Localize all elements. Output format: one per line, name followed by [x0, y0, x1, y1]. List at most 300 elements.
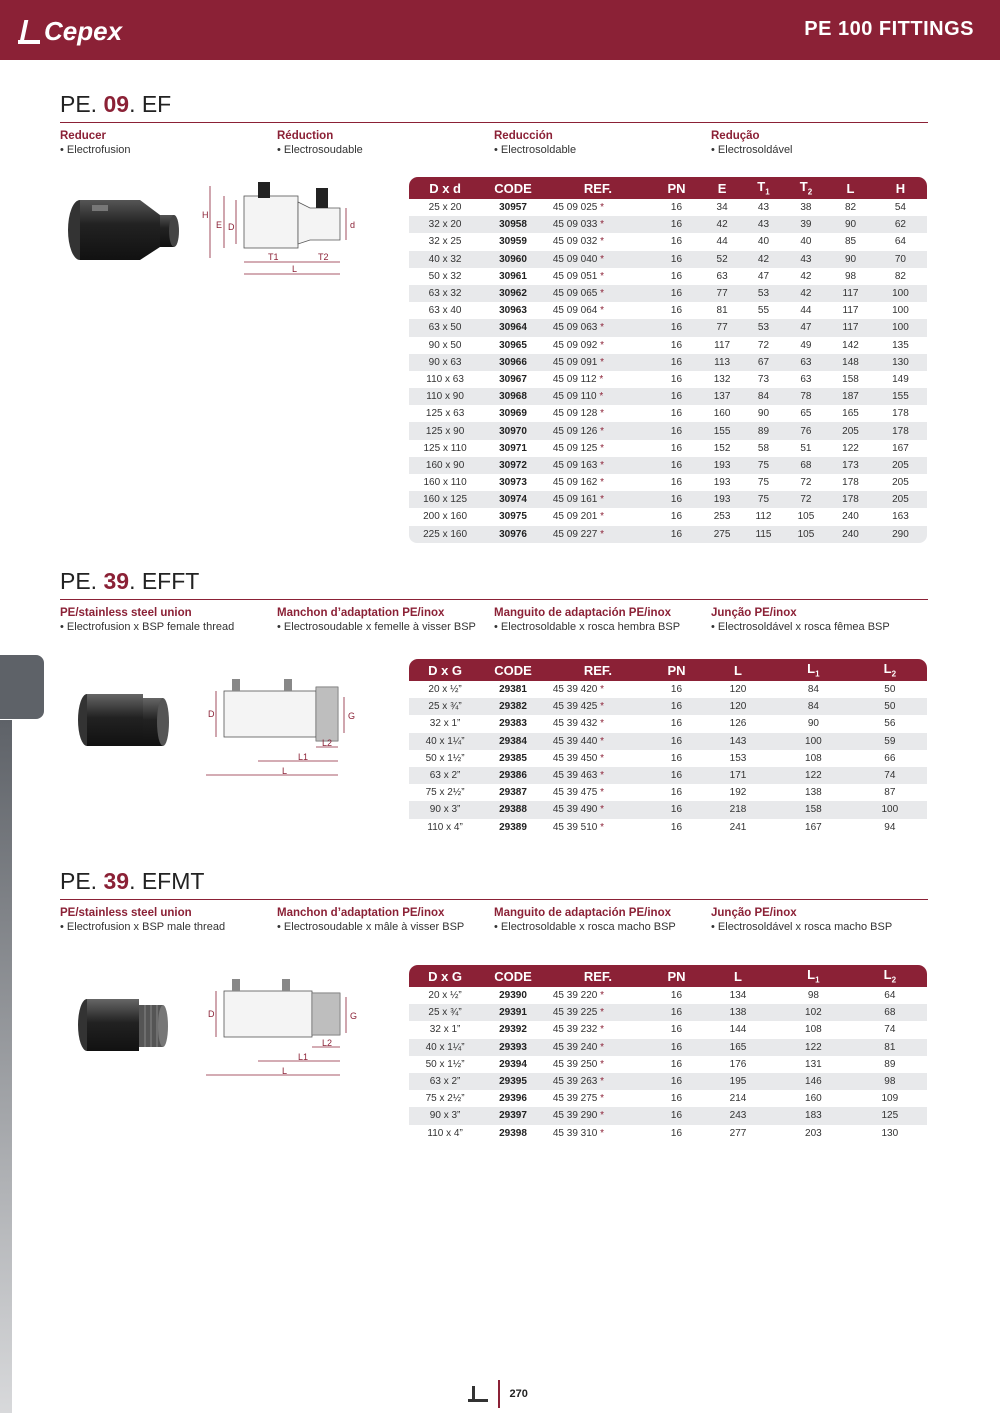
table-cell: 58 [757, 442, 770, 454]
table-cell: 29389 [499, 821, 527, 833]
section-pe39-efft [60, 567, 928, 634]
table-cell: 160 x 125 [409, 491, 481, 508]
table-cell: 90 [807, 718, 819, 730]
table-cell: 130 [881, 1127, 899, 1139]
table-cell: 53 [742, 319, 784, 336]
table-cell: 165 [842, 408, 859, 420]
table-cell: 137 [702, 388, 742, 405]
table-row [409, 422, 927, 439]
lang-en: Reducer • Electrofusion [60, 130, 131, 156]
table-row [409, 1056, 927, 1073]
brand-name: Cepex [44, 16, 123, 46]
table-cell: 75 [757, 477, 770, 489]
table-row [409, 388, 927, 405]
table-cell: 243 [702, 1107, 774, 1124]
table-cell: 29383 [499, 718, 527, 730]
female-union-drawing [198, 675, 368, 785]
section-title: PE. 39. EFFT [60, 567, 928, 600]
table-cell: 16 [651, 767, 702, 784]
table-row [409, 819, 927, 836]
table-cell: 152 [713, 442, 731, 454]
table-cell: 205 [827, 422, 874, 439]
table-cell: 16 [651, 526, 702, 543]
table-cell: 42 [785, 285, 827, 302]
table-cell: 32 x 1” [429, 718, 461, 730]
table-cell: 63 x 32 [409, 285, 481, 302]
table-cell: 16 [670, 787, 683, 799]
svg-text:d: d [350, 220, 356, 230]
table-cell: 29393 [481, 1039, 545, 1056]
table-cell: 16 [651, 698, 702, 715]
table-cell: 47 [785, 319, 827, 336]
table-row [409, 681, 927, 698]
table-cell: 132 [713, 373, 731, 385]
table-cell: 30960 [481, 251, 545, 268]
table-cell: 149 [892, 373, 909, 385]
lang-pt: Junção PE/inox • Electrosoldável x rosca fêmea BSP [711, 607, 890, 633]
table-cell: 50 x 1½” [425, 1058, 465, 1070]
table-cell: 120 [729, 684, 747, 696]
table-cell: 29398 [499, 1127, 527, 1139]
table-row [409, 319, 927, 336]
table-cell: 16 [670, 990, 683, 1002]
table-cell: 195 [702, 1073, 774, 1090]
table-cell: 81 [853, 1039, 927, 1056]
table-cell: 108 [805, 1024, 822, 1036]
table-cell: 29395 [481, 1073, 545, 1090]
table-cell: 44 [716, 236, 728, 248]
table-cell: 62 [874, 216, 927, 233]
table-row [409, 987, 927, 1004]
table-cell: 72 [800, 477, 812, 489]
lang-es: Manguito de adaptación PE/inox • Electrosoldable x rosca macho BSP [494, 907, 676, 933]
table-cell: 63 x 2” [409, 1073, 481, 1090]
table-cell: 16 [651, 251, 702, 268]
table-row [409, 405, 927, 422]
table-cell: 30968 [481, 388, 545, 405]
table-row [409, 1021, 927, 1038]
table-cell: 125 x 63 [425, 408, 465, 420]
table-cell: 160 [713, 408, 731, 420]
table-cell: 45 09 033 * [545, 216, 651, 233]
table-cell: 16 [651, 388, 702, 405]
table-cell: 89 [742, 422, 784, 439]
table-cell: 16 [651, 1039, 702, 1056]
table-cell: 29381 [499, 684, 527, 696]
table-cell: 90 x 3” [409, 801, 481, 818]
table-cell: 25 x ¾” [409, 698, 481, 715]
table-cell: 39 [785, 216, 827, 233]
table-cell: 43 [757, 202, 770, 214]
table-cell: 178 [874, 422, 927, 439]
table-cell: 117 [827, 319, 874, 336]
table-cell: 72 [757, 339, 770, 351]
table-cell: 176 [729, 1058, 747, 1070]
table-row [409, 337, 927, 354]
page-header-title: PE 100 FITTINGS [804, 18, 974, 40]
lang-fr: Réduction • Electrosoudable [277, 130, 363, 156]
table-cell: 29396 [499, 1093, 527, 1105]
table-cell: 277 [729, 1127, 747, 1139]
male-union-drawing [198, 975, 368, 1085]
table-cell: 16 [651, 1107, 702, 1124]
table-cell: 56 [884, 718, 896, 730]
table-cell: 43 [785, 251, 827, 268]
table-cell: 45 39 250 * [552, 1058, 605, 1070]
table-cell: 32 x 25 [428, 236, 462, 248]
table-cell: 117 [842, 305, 859, 317]
table-cell: 84 [774, 698, 853, 715]
table-cell: 45 39 450 * [552, 752, 605, 764]
table-cell: 193 [702, 491, 742, 508]
female-union-photo-icon [75, 680, 175, 770]
table-cell: 81 [716, 305, 728, 317]
table-cell: 16 [670, 752, 683, 764]
table-cell: 187 [827, 388, 874, 405]
table-cell: 100 [774, 733, 853, 750]
table-cell: 65 [800, 408, 812, 420]
table-cell: 183 [774, 1107, 853, 1124]
svg-text:E: E [216, 220, 223, 230]
table-cell: 45 09 091 * [545, 354, 651, 371]
table-cell: 16 [670, 442, 683, 454]
table-cell: 45 39 490 * [545, 801, 651, 818]
table-cell: 30974 [481, 491, 545, 508]
table-cell: 29391 [481, 1004, 545, 1021]
table-cell: 30971 [499, 442, 527, 454]
table-row [409, 801, 927, 818]
table-cell: 16 [670, 236, 683, 248]
table-cell: 45 09 163 * [545, 457, 651, 474]
table-cell: 94 [884, 821, 896, 833]
table-cell: 218 [702, 801, 774, 818]
table-cell: 25 x ¾” [409, 1004, 481, 1021]
lang-en: PE/stainless steel union • Electrofusion x BSP male thread [60, 907, 226, 933]
table-cell: 110 x 90 [409, 388, 481, 405]
table-cell: 167 [805, 821, 822, 833]
table-cell: 45 39 440 * [545, 733, 651, 750]
table-cell: 173 [827, 457, 874, 474]
table-cell: 72 [785, 491, 827, 508]
table-cell: 138 [805, 787, 822, 799]
table-cell: 63 x 50 [409, 319, 481, 336]
table-cell: 34 [716, 202, 728, 214]
table-cell: 16 [651, 457, 702, 474]
table-cell: 38 [800, 202, 812, 214]
table-cell: 225 x 160 [409, 526, 481, 543]
table-cell: 63 x 2” [409, 767, 481, 784]
table-cell: 16 [670, 477, 683, 489]
reducer-drawing [198, 178, 368, 278]
table-cell: 142 [842, 339, 859, 351]
table-cell: 90 [827, 251, 874, 268]
table-cell: 105 [797, 511, 815, 523]
side-strip [0, 720, 12, 1413]
svg-text:L1: L1 [298, 1052, 309, 1062]
table-cell: 40 x 1¼” [409, 1039, 481, 1056]
table-cell: 42 [702, 216, 742, 233]
table-cell: 49 [800, 339, 812, 351]
table-cell: 45 39 420 * [552, 684, 605, 696]
table-cell: 178 [827, 491, 874, 508]
table-cell: 20 x ½” [428, 990, 462, 1002]
table-cell: 16 [651, 733, 702, 750]
table-cell: 53 [742, 285, 784, 302]
table-cell: 90 x 3” [409, 1107, 481, 1124]
table-cell: 54 [894, 202, 906, 214]
svg-text:G: G [348, 711, 356, 721]
table-row [409, 268, 927, 285]
table-cell: 115 [742, 526, 784, 543]
table-cell: 50 x 32 [428, 270, 462, 282]
table-cell: 63 [716, 270, 728, 282]
table-cell: 30972 [481, 457, 545, 474]
table-cell: 74 [884, 1024, 896, 1036]
section-pe09-ef [60, 90, 928, 157]
table-cell: 158 [774, 801, 853, 818]
table-cell: 78 [785, 388, 827, 405]
table-cell: 16 [670, 511, 683, 523]
table-cell: 16 [651, 1073, 702, 1090]
table-cell: 205 [892, 477, 909, 489]
table-cell: 50 x 1½” [425, 752, 465, 764]
table-cell: 45 39 225 * [545, 1004, 651, 1021]
table-cell: 66 [884, 752, 896, 764]
table-cell: 98 [853, 1073, 927, 1090]
table-cell: 45 09 126 * [545, 422, 651, 439]
table-cell: 29397 [481, 1107, 545, 1124]
table-cell: 122 [774, 1039, 853, 1056]
lang-es: Reducción • Electrosoldable [494, 130, 577, 156]
male-union-photo-icon [75, 985, 175, 1075]
table-cell: 16 [651, 491, 702, 508]
table-cell: 253 [713, 511, 731, 523]
table-cell: 160 [805, 1093, 822, 1105]
table-cell: 45 09 063 * [545, 319, 651, 336]
table-row [409, 474, 927, 491]
table-cell: 122 [774, 767, 853, 784]
lang-fr: Manchon d’adaptation PE/inox • Electrosoudable x mâle à visser BSP [277, 907, 465, 933]
spec-table-pe39-efft: D x G CODE REF. PN L $L_1$ $L_2$ 20 x ½” 29381 45 39 420 * 16 120 84 50 25 x ¾” 29382 45 39 425 * 16 120 84 50 32 x 1” 29383 45 39 432 * 16 126 90 56 40 x 1¼” 29384 45 39 440 * 16 143 100 59 50 x 1½” 29385 45 39 450 * 16 153 108 66 63 x 2” 29386 45 39 463 * 16 171 122 74 75 x 2½” 29387 45 39 475 * 16 192 138 87 90 x 3” 29388 45 39 490 * 16 218 158 100 110 x 4” 29389 45 39 510 * 16 241 167 94 [409, 659, 927, 836]
table-cell: 45 09 064 * [552, 305, 605, 317]
table-cell: 16 [651, 216, 702, 233]
lang-en: PE/stainless steel union • Electrofusion x BSP female thread [60, 607, 235, 633]
lang-pt: Junção PE/inox • Electrosoldável x rosca macho BSP [711, 907, 893, 933]
table-cell: 98 [844, 270, 857, 282]
table-cell: 117 [714, 339, 731, 351]
table-cell: 30970 [481, 422, 545, 439]
table-row [409, 715, 927, 732]
table-cell: 45 09 112 * [552, 373, 604, 385]
svg-text:L: L [282, 1066, 288, 1076]
table-row [409, 767, 927, 784]
table-cell: 30976 [481, 526, 545, 543]
table-cell: 275 [702, 526, 742, 543]
footer-divider [498, 1380, 500, 1408]
table-cell: 110 x 4” [427, 1127, 463, 1139]
table-cell: 29384 [481, 733, 545, 750]
table-cell: 87 [884, 787, 896, 799]
table-cell: 290 [874, 526, 927, 543]
table-cell: 100 [892, 305, 909, 317]
table-cell: 30975 [499, 511, 527, 523]
table-cell: 40 x 1¼” [409, 733, 481, 750]
table-row [409, 1073, 927, 1090]
table-cell: 138 [702, 1004, 774, 1021]
table-cell: 64 [894, 236, 906, 248]
page-footer [468, 1380, 528, 1408]
table-cell: 30961 [499, 270, 527, 282]
table-cell: 16 [670, 821, 683, 833]
table-cell: 126 [729, 718, 747, 730]
table-cell: 45 09 032 * [552, 236, 605, 248]
svg-text:L: L [292, 264, 298, 274]
table-cell: 240 [842, 511, 859, 523]
table-cell: 16 [651, 354, 702, 371]
table-cell: 165 [702, 1039, 774, 1056]
table-cell: 112 [755, 511, 772, 523]
table-cell: 214 [729, 1093, 747, 1105]
table-cell: 73 [757, 373, 770, 385]
logo-mark-icon [18, 20, 40, 44]
svg-text:L2: L2 [322, 1038, 333, 1048]
table-cell: 45 09 161 * [545, 491, 651, 508]
table-row [409, 199, 927, 216]
table-cell: 70 [874, 251, 927, 268]
table-cell: 45 39 275 * [552, 1093, 605, 1105]
table-cell: 84 [807, 684, 819, 696]
table-cell: 98 [807, 990, 819, 1002]
table-row [409, 216, 927, 233]
table-row [409, 251, 927, 268]
table-cell: 75 [742, 457, 784, 474]
table-cell: 32 x 1” [429, 1024, 461, 1036]
table-cell: 45 09 227 * [545, 526, 651, 543]
table-cell: 105 [785, 526, 827, 543]
table-cell: 125 x 110 [423, 442, 467, 454]
table-cell: 90 x 63 [409, 354, 481, 371]
table-cell: 125 x 90 [409, 422, 481, 439]
page-number: 270 [509, 1388, 528, 1400]
table-cell: 16 [670, 1093, 683, 1105]
table-cell: 42 [800, 270, 812, 282]
table-row [409, 733, 927, 750]
table-cell: 59 [853, 733, 927, 750]
table-cell: 163 [892, 511, 909, 523]
table-row [409, 285, 927, 302]
table-row [409, 371, 927, 388]
table-cell: 45 39 263 * [545, 1073, 651, 1090]
table-cell: 32 x 20 [409, 216, 481, 233]
table-cell: 45 09 092 * [552, 339, 605, 351]
table-cell: 108 [805, 752, 822, 764]
table-cell: 134 [729, 990, 747, 1002]
table-cell: 135 [892, 339, 909, 351]
table-cell: 45 09 128 * [552, 408, 605, 420]
header-bar [0, 0, 1000, 60]
table-row [409, 698, 927, 715]
table-cell: 45 09 201 * [552, 511, 605, 523]
table-cell: 160 x 110 [423, 477, 467, 489]
svg-text:L1: L1 [298, 752, 309, 762]
table-cell: 160 x 90 [409, 457, 481, 474]
table-cell: 143 [702, 733, 774, 750]
table-cell: 45 09 051 * [552, 270, 605, 282]
footer-logo-icon [468, 1386, 488, 1402]
table-cell: 16 [670, 1058, 683, 1070]
svg-text:T1: T1 [268, 252, 279, 262]
table-cell: 16 [651, 1004, 702, 1021]
table-cell: 29385 [499, 752, 527, 764]
lang-es: Manguito de adaptación PE/inox • Electrosoldable x rosca hembra BSP [494, 607, 681, 633]
table-cell: 30957 [499, 202, 527, 214]
table-cell: 100 [853, 801, 927, 818]
lang-fr: Manchon d’adaptation PE/inox • Electrosoudable x femelle à visser BSP [277, 607, 476, 633]
table-cell: 29394 [499, 1058, 527, 1070]
table-cell: 90 [757, 408, 770, 420]
language-descriptions [60, 606, 928, 634]
table-cell: 110 x 63 [426, 373, 464, 385]
table-cell: 16 [670, 305, 683, 317]
table-cell: 16 [670, 270, 683, 282]
table-cell: 155 [702, 422, 742, 439]
table-cell: 100 [874, 319, 927, 336]
table-row [409, 1039, 927, 1056]
table-cell: 68 [785, 457, 827, 474]
svg-text:T2: T2 [318, 252, 329, 262]
table-cell: 192 [729, 787, 747, 799]
table-cell: 45 39 232 * [552, 1024, 605, 1036]
spec-table-pe39-efmt: D x G CODE REF. PN L $L_1$ $L_2$ 20 x ½” 29390 45 39 220 * 16 134 98 64 25 x ¾” 29391 45 39 225 * 16 138 102 68 32 x 1” 29392 45 39 232 * 16 144 108 74 40 x 1¼” 29393 45 39 240 * 16 165 122 81 50 x 1½” 29394 45 39 250 * 16 176 131 89 63 x 2” 29395 45 39 263 * 16 195 146 98 75 x 2½” 29396 45 39 275 * 16 214 160 109 90 x 3” 29397 45 39 290 * 16 243 183 125 110 x 4” 29398 45 39 310 * 16 277 203 130 [409, 965, 927, 1142]
table-cell: 45 39 510 * [552, 821, 605, 833]
table-cell: 16 [651, 801, 702, 818]
table-cell: 45 39 290 * [545, 1107, 651, 1124]
table-cell: 44 [800, 305, 812, 317]
table-cell: 45 09 125 * [552, 442, 605, 454]
table-cell: 40 [757, 236, 770, 248]
table-cell: 45 09 065 * [545, 285, 651, 302]
table-cell: 109 [881, 1093, 899, 1105]
table-cell: 30965 [499, 339, 527, 351]
brand-logo [18, 16, 122, 47]
table-cell: 30959 [499, 236, 527, 248]
svg-text:G: G [350, 1011, 358, 1021]
table-cell: 63 [785, 354, 827, 371]
table-cell: 16 [670, 408, 683, 420]
table-row [409, 1090, 927, 1107]
table-cell: 63 [800, 373, 812, 385]
table-cell: 16 [670, 339, 683, 351]
table-cell: 52 [702, 251, 742, 268]
reducer-photo-icon [62, 185, 182, 275]
svg-text:D: D [208, 709, 215, 719]
table-cell: 42 [742, 251, 784, 268]
table-cell: 205 [874, 491, 927, 508]
table-cell: 16 [670, 373, 683, 385]
table-cell: 63 x 40 [428, 305, 462, 317]
table-cell: 203 [805, 1127, 822, 1139]
table-cell: 45 39 310 * [552, 1127, 605, 1139]
table-row [409, 440, 927, 457]
table-cell: 45 09 110 * [545, 388, 651, 405]
table-cell: 75 [742, 491, 784, 508]
table-cell: 120 [702, 698, 774, 715]
table-cell: 47 [757, 270, 770, 282]
table-cell: 16 [670, 202, 683, 214]
table-cell: 167 [892, 442, 909, 454]
table-row [409, 491, 927, 508]
table-cell: 30966 [481, 354, 545, 371]
